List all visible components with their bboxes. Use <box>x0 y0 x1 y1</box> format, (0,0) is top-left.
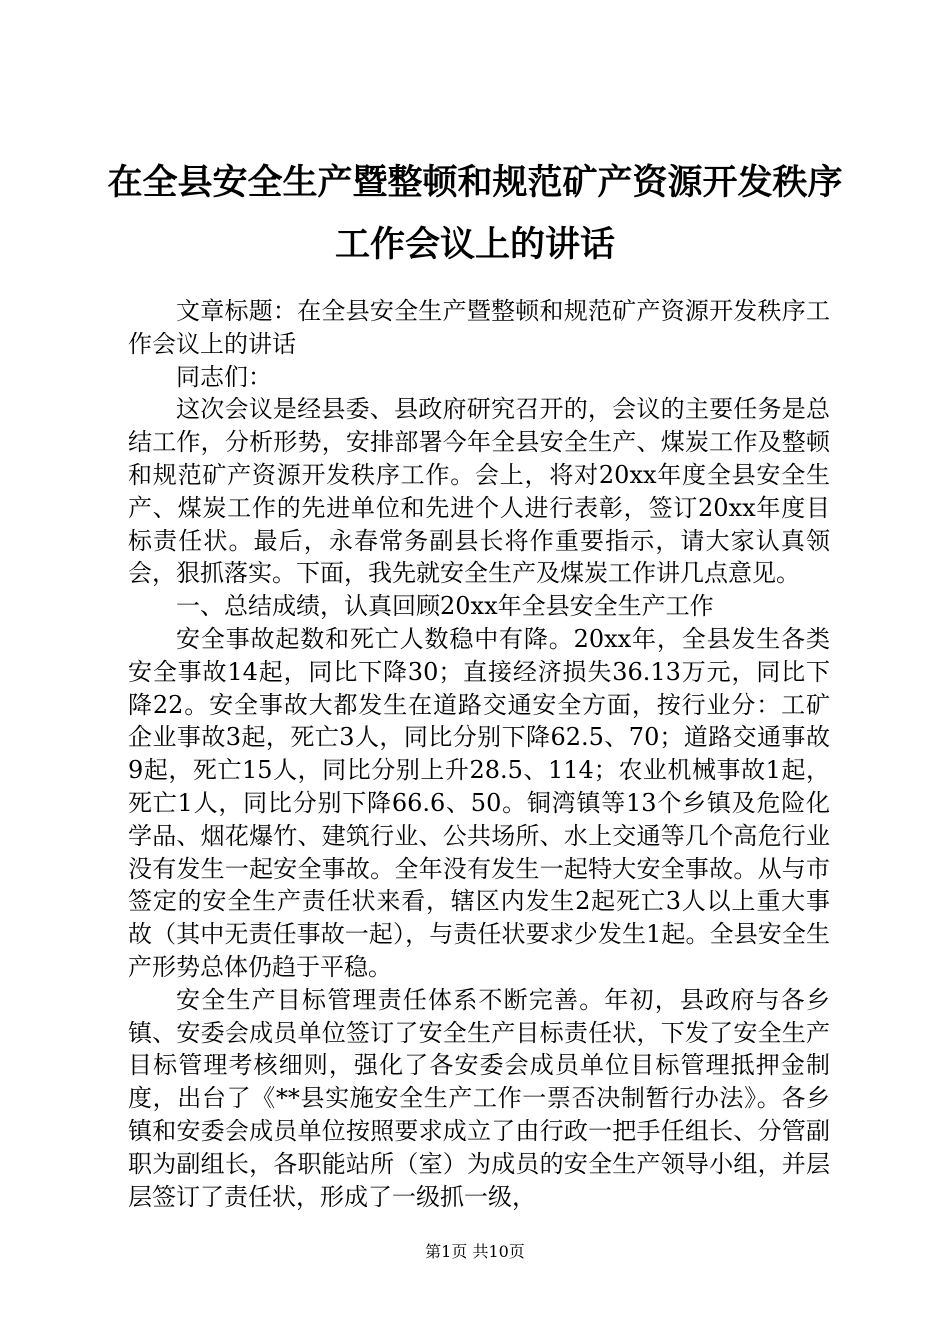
paragraph-article-title: 文章标题：在全县安全生产暨整顿和规范矿产资源开发秩序工作会议上的讲话 <box>128 297 830 358</box>
paragraph-introduction: 这次会议是经县委、县政府研究召开的，会议的主要任务是总结工作，分析形势，安排部署今年全县安全生产、煤炭工作及整顿和规范矿产资源开发秩序工作。会上，将对20xx年度全县安全生产、煤炭工作的先进单位和先进个人进行表彰，签订20xx年度目标责任状。最后，永春常务副县长将作重要指示，请大家认真领会，狠抓落实。下面，我先就安全生产及煤炭工作讲几点意见。 <box>128 395 830 588</box>
section-heading-1: 一、总结成绩，认真回顾20xx年全县安全生产工作 <box>176 592 714 621</box>
paragraph-salutation: 同志们： <box>176 362 272 391</box>
paragraph-responsibility-system: 安全生产目标管理责任体系不断完善。年初，县政府与各乡镇、安委会成员单位签订了安全生产目标责任状，下发了安全生产目标管理考核细则，强化了各安委会成员单位目标管理抵押金制度，出台了《**县实施安全生产工作一票否决制暂行办法》。各乡镇和安委会成员单位按照要求成立了由行政一把手任组长、分管副职为副组长，各职能站所（室）为成员的安全生产领导小组，并层层签订了责任状，形成了一级抓一级， <box>128 985 830 1211</box>
page-number-footer: 第1页 共10页 <box>425 1242 525 1261</box>
document-body <box>128 295 830 1213</box>
paragraph-accident-statistics: 安全事故起数和死亡人数稳中有降。20xx年，全县发生各类安全事故14起，同比下降30；直接经济损失36.13万元，同比下降22。安全事故大都发生在道路交通安全方面，按行业分：工矿企业事故3起，死亡3人，同比分别下降62.5、70；道路交通事故9起，死亡15人，同比分别上升28.5、114；农业机械事故1起，死亡1人，同比分别下降66.6、50。铜湾镇等13个乡镇及危险化学品、烟花爆竹、建筑行业、公共场所、水上交通等几个高危行业没有发生一起安全事故。全年没有发生一起特大安全事故。从与市签定的安全生产责任状来看，辖区内发生2起死亡3人以上重大事故（其中无责任事故一起），与责任状要求少发生1起。全县安全生产形势总体仍趋于平稳。 <box>128 624 830 981</box>
document-title: 在全县安全生产暨整顿和规范矿产资源开发秩序工作会议上的讲话 <box>107 163 843 265</box>
